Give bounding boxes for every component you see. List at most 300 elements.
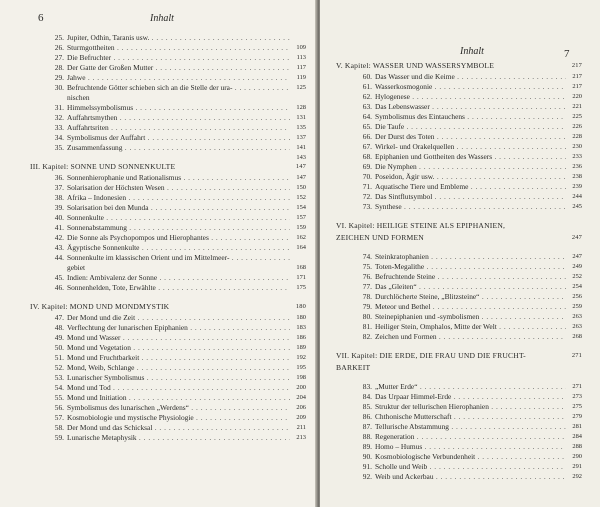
toc-entry — [30, 333, 306, 343]
entry-number: 68. — [362, 152, 372, 161]
entry-number: 75. — [362, 262, 372, 271]
entry-title: Mond und Vegetation . . . — [67, 343, 290, 353]
chapter-label: V. Kapitel: WASSER UND WASSERSYMBOLE — [336, 61, 495, 70]
toc-entry — [30, 413, 306, 423]
entry-page: 292 — [572, 473, 582, 480]
spacer-row — [30, 153, 306, 161]
toc-entry — [30, 233, 306, 243]
toc-entry — [336, 402, 582, 412]
entry-number: 56. — [54, 403, 64, 412]
toc-entry — [30, 53, 306, 63]
toc-entry — [336, 182, 582, 192]
entry-number: 36. — [54, 173, 64, 182]
entry-title: Mond und Wasser . . . — [67, 333, 290, 343]
entry-title: Verflechtung der lunarischen Epiphanien . . . — [67, 323, 290, 333]
entry-number: 74. — [362, 252, 372, 261]
entry-title: gebiet — [67, 263, 86, 272]
toc-entry — [30, 203, 306, 213]
entry-title: Der Gatte der Großen Mutter . . . — [67, 63, 290, 73]
entry-page: 226 — [572, 123, 582, 130]
entry-number: 27. — [54, 53, 64, 62]
entry-page: 211 — [296, 424, 306, 431]
entry-title: Das Urpaar Himmel-Erde . . . — [375, 392, 566, 402]
entry-title: Wasserkosmogonie . . . — [375, 82, 566, 92]
entry-page: 189 — [296, 344, 306, 351]
toc-entry — [336, 252, 582, 262]
entry-number: 47. — [54, 313, 64, 322]
entry-page: 150 — [296, 184, 306, 191]
toc-entry — [30, 73, 306, 83]
entry-number: 90. — [362, 452, 372, 461]
toc-entry — [336, 282, 582, 292]
toc-entry — [30, 193, 306, 203]
entry-page: 256 — [572, 293, 582, 300]
entry-title: Sonnenkulte . . . — [67, 213, 290, 223]
entry-number: 80. — [362, 312, 372, 321]
right-page — [320, 0, 600, 507]
entry-page: 183 — [296, 324, 306, 331]
spacer-row — [336, 342, 582, 350]
entry-page: 239 — [572, 183, 582, 190]
entry-title: Das Wasser und die Keime . . . — [375, 72, 566, 82]
entry-title: Synthese . . . — [375, 202, 566, 212]
chapter-label: BARKEIT — [336, 363, 371, 372]
toc-entry — [30, 283, 306, 293]
toc-entry — [336, 152, 582, 162]
entry-title: Mond und Initiation . . . — [67, 393, 290, 403]
entry-number: 84. — [362, 392, 372, 401]
toc-entry — [30, 343, 306, 353]
toc-entry — [30, 383, 306, 393]
entry-number: 38. — [54, 193, 64, 202]
entry-page: 186 — [296, 334, 306, 341]
entry-title: Himmelssymbolismus . . . — [67, 103, 290, 113]
entry-number: 89. — [362, 442, 372, 451]
entry-number: 66. — [362, 132, 372, 141]
toc-entry — [336, 422, 582, 432]
entry-page: 290 — [572, 453, 582, 460]
chapter-page: 147 — [295, 163, 306, 170]
entry-number: 52. — [54, 363, 64, 372]
toc-entry — [336, 132, 582, 142]
toc-entry — [336, 332, 582, 342]
entry-page: 263 — [572, 323, 582, 330]
entry-title: Sonnenabstammung . . . — [67, 223, 290, 233]
entry-title: Lunarischer Symbolismus . . . — [67, 373, 290, 383]
entry-title: Die Taufe . . . — [375, 122, 566, 132]
entry-number: 25. — [54, 33, 64, 42]
entry-page: 213 — [296, 434, 306, 441]
entry-title: Das Lebenswasser . . . — [375, 102, 566, 112]
entry-title: Befruchtende Götter schieben sich an die Stelle der ura- . . . — [67, 83, 290, 93]
toc-entry — [30, 403, 306, 413]
entry-page: 143 — [296, 154, 306, 161]
entry-number: 55. — [54, 393, 64, 402]
toc-entry — [336, 102, 582, 112]
entry-title: Mond, Weib, Schlange . . . — [67, 363, 290, 373]
entry-number: 77. — [362, 282, 372, 291]
entry-page: 154 — [296, 204, 306, 211]
entry-page: 117 — [296, 64, 306, 71]
entry-title: Wirkel- und Orakelquellen . . . — [375, 142, 566, 152]
entry-page: 147 — [296, 174, 306, 181]
toc-entry — [336, 172, 582, 182]
entry-title: Kosmobiologie und mystische Physiologie . . . — [67, 413, 290, 423]
chapter-label: IV. Kapitel: MOND UND MONDMYSTIK — [30, 302, 170, 311]
toc-entry — [30, 323, 306, 333]
entry-number: 72. — [362, 192, 372, 201]
entry-number: 70. — [362, 172, 372, 181]
entry-number: 54. — [54, 383, 64, 392]
entry-title: nischen — [67, 93, 90, 102]
toc-list — [336, 60, 582, 482]
entry-page: 230 — [572, 143, 582, 150]
entry-number: 45. — [54, 273, 64, 282]
toc-entry — [30, 123, 306, 133]
entry-page: 119 — [296, 74, 306, 81]
entry-title: Chthonische Mutterschaft . . . — [375, 412, 566, 422]
entry-title: Zeichen und Formen . . . — [375, 332, 566, 342]
entry-number: 63. — [362, 102, 372, 111]
entry-number: 91. — [362, 462, 372, 471]
toc-entry — [336, 442, 582, 452]
entry-title: Sonnenhierophanie und Rationalismus . . . — [67, 173, 290, 183]
chapter-heading — [336, 61, 582, 72]
entry-number: 60. — [362, 72, 372, 81]
entry-title: Zusammenfassung . . . — [67, 143, 290, 153]
entry-title: Epiphanien und Gottheiten des Wassers . . . — [375, 152, 566, 162]
entry-number: 78. — [362, 292, 372, 301]
page-number: 6 — [38, 12, 44, 24]
toc-entry — [30, 183, 306, 193]
entry-title: Hylogenese . . . — [375, 92, 566, 102]
chapter-heading — [336, 351, 582, 362]
entry-number: 50. — [54, 343, 64, 352]
entry-title: Die Sonne als Psychopompos und Hierophantes . . . — [67, 233, 290, 243]
spacer-row — [336, 374, 582, 382]
entry-page: 279 — [572, 413, 582, 420]
entry-title: Auffahrtsriten . . . — [67, 123, 290, 133]
running-title: Inhalt — [460, 46, 484, 57]
chapter-page: 247 — [571, 234, 582, 241]
toc-entry — [30, 423, 306, 433]
toc-entry — [30, 63, 306, 73]
entry-title: Die Befruchter . . . — [67, 53, 290, 63]
entry-page: 254 — [572, 283, 582, 290]
entry-page: 268 — [572, 333, 582, 340]
chapter-page: 217 — [571, 62, 582, 69]
entry-number: 29. — [54, 73, 64, 82]
entry-page: 259 — [572, 303, 582, 310]
entry-number: 65. — [362, 122, 372, 131]
entry-title: Sturmgottheiten . . . — [67, 43, 290, 53]
entry-page: 125 — [296, 84, 306, 91]
entry-page: 175 — [296, 284, 306, 291]
entry-title: Poseidon, Ägir usw. . . . — [375, 172, 566, 182]
entry-title: Symbolismus der Auffahrt . . . — [67, 133, 290, 143]
entry-page: 288 — [572, 443, 582, 450]
chapter-label: ZEICHEN UND FORMEN — [336, 233, 424, 242]
entry-title: Meteor und Bethel . . . — [375, 302, 566, 312]
entry-page: 109 — [296, 44, 306, 51]
entry-title: Jupiter, Odhin, Taranis usw. . . . — [67, 33, 290, 43]
entry-number: 88. — [362, 432, 372, 441]
entry-number: 32. — [54, 113, 64, 122]
page-number: 7 — [564, 48, 570, 60]
chapter-heading — [30, 162, 306, 173]
entry-title: Der Mond und das Schicksal . . . — [67, 423, 290, 433]
entry-page: 271 — [572, 383, 582, 390]
entry-title: Jahwe . . . — [67, 73, 290, 83]
entry-number: 46. — [54, 283, 64, 292]
entry-page: 159 — [296, 224, 306, 231]
entry-number: 49. — [54, 333, 64, 342]
spacer-row — [30, 293, 306, 301]
entry-number: 71. — [362, 182, 372, 191]
toc-entry — [336, 432, 582, 442]
entry-title: Lunarische Metaphysik . . . — [67, 433, 290, 443]
toc-entry — [30, 433, 306, 443]
entry-page: 204 — [296, 394, 306, 401]
toc-entry — [30, 33, 306, 43]
chapter-label: VI. Kapitel: HEILIGE STEINE ALS EPIPHANIEN, — [336, 221, 506, 230]
toc-entry — [336, 112, 582, 122]
entry-title: Homo – Humus . . . — [375, 442, 566, 452]
toc-entry — [336, 382, 582, 392]
entry-page: 180 — [296, 314, 306, 321]
entry-title: Auffahrtsmythen . . . — [67, 113, 290, 123]
entry-page: 273 — [572, 393, 582, 400]
entry-number: 79. — [362, 302, 372, 311]
entry-number: 35. — [54, 143, 64, 152]
entry-title: Symbolismus des lunarischen „Werdens“ . . . — [67, 403, 290, 413]
entry-number: 58. — [54, 423, 64, 432]
entry-title: Scholle und Weib . . . — [375, 462, 566, 472]
toc-entry — [336, 72, 582, 82]
entry-number: 42. — [54, 233, 64, 242]
entry-number: 34. — [54, 133, 64, 142]
toc-entry — [336, 82, 582, 92]
entry-page: 236 — [572, 163, 582, 170]
entry-page: 275 — [572, 403, 582, 410]
toc-entry — [30, 133, 306, 143]
entry-page: 281 — [572, 423, 582, 430]
entry-number: 28. — [54, 63, 64, 72]
entry-number: 41. — [54, 223, 64, 232]
entry-title: Steinkratophanien . . . — [375, 252, 566, 262]
entry-number: 51. — [54, 353, 64, 362]
entry-page: 162 — [296, 234, 306, 241]
entry-number: 48. — [54, 323, 64, 332]
entry-number: 85. — [362, 402, 372, 411]
entry-page: 247 — [572, 253, 582, 260]
entry-number: 31. — [54, 103, 64, 112]
entry-page: 228 — [572, 133, 582, 140]
toc-entry — [30, 373, 306, 383]
toc-entry — [336, 202, 582, 212]
toc-entry — [336, 412, 582, 422]
entry-number: 33. — [54, 123, 64, 132]
entry-page: 200 — [296, 384, 306, 391]
entry-number: 59. — [54, 433, 64, 442]
entry-number: 40. — [54, 213, 64, 222]
toc-entry — [336, 192, 582, 202]
toc-entry — [336, 92, 582, 102]
entry-title: Afrika – Indonesien . . . — [67, 193, 290, 203]
entry-title: Sonnenkulte im klassischen Orient und im Mittelmeer- . . . — [67, 253, 290, 263]
running-title: Inhalt — [150, 13, 174, 24]
entry-number: 43. — [54, 243, 64, 252]
entry-title: Aquatische Tiere und Embleme . . . — [375, 182, 566, 192]
chapter-label: VII. Kapitel: DIE ERDE, DIE FRAU UND DIE FRUCHT- — [336, 351, 526, 360]
entry-page: 233 — [572, 153, 582, 160]
entry-page: 157 — [296, 214, 306, 221]
entry-title: Tellurische Abstammung . . . — [375, 422, 566, 432]
toc-entry — [336, 452, 582, 462]
entry-number: 62. — [362, 92, 372, 101]
entry-page: 284 — [572, 433, 582, 440]
entry-title: Kosmobiologische Verbundenheit . . . — [375, 452, 566, 462]
entry-number: 61. — [362, 82, 372, 91]
entry-page: 152 — [296, 194, 306, 201]
entry-title: Durchlöcherte Steine, „Blitzsteine“ . . . — [375, 292, 566, 302]
entry-number: 39. — [54, 203, 64, 212]
toc-entry — [30, 263, 306, 273]
chapter-label: III. Kapitel: SONNE UND SONNENKULTE — [30, 162, 176, 171]
entry-page: 217 — [572, 73, 582, 80]
toc-entry — [30, 83, 306, 93]
entry-title: Sonnenhelden, Tote, Erwählte . . . — [67, 283, 290, 293]
toc-entry — [30, 43, 306, 53]
entry-number: 64. — [362, 112, 372, 121]
entry-page: 245 — [572, 203, 582, 210]
entry-page: 263 — [572, 313, 582, 320]
entry-title: Weib und Ackerbau . . . — [375, 472, 566, 482]
spacer-row — [336, 244, 582, 252]
entry-number: 69. — [362, 162, 372, 171]
toc-entry — [30, 253, 306, 263]
entry-number: 73. — [362, 202, 372, 211]
chapter-heading — [336, 363, 582, 374]
toc-entry — [30, 103, 306, 113]
entry-number: 44. — [54, 253, 64, 262]
entry-page: 171 — [296, 274, 306, 281]
entry-number: 86. — [362, 412, 372, 421]
entry-number: 82. — [362, 332, 372, 341]
entry-page: 131 — [296, 114, 306, 121]
entry-page: 291 — [572, 463, 582, 470]
entry-title: Symbolismus des Eintauchens . . . — [375, 112, 566, 122]
entry-title: Solarisation bei den Munda . . . — [67, 203, 290, 213]
toc-entry — [336, 302, 582, 312]
entry-title: Toten-Megalithe . . . — [375, 262, 566, 272]
entry-page: 249 — [572, 263, 582, 270]
chapter-heading — [30, 302, 306, 313]
entry-page: 198 — [296, 374, 306, 381]
entry-page: 209 — [296, 414, 306, 421]
toc-entry — [30, 353, 306, 363]
entry-page: 135 — [296, 124, 306, 131]
toc-entry — [30, 213, 306, 223]
chapter-heading — [336, 233, 582, 244]
entry-page: 252 — [572, 273, 582, 280]
toc-entry — [336, 162, 582, 172]
entry-page: 164 — [296, 244, 306, 251]
entry-number: 83. — [362, 382, 372, 391]
entry-number: 30. — [54, 83, 64, 92]
toc-entry — [336, 292, 582, 302]
entry-number: 37. — [54, 183, 64, 192]
toc-entry — [30, 243, 306, 253]
toc-entry — [336, 122, 582, 132]
entry-page: 221 — [572, 103, 582, 110]
entry-title: Der Mond und die Zeit . . . — [67, 313, 290, 323]
entry-page: 141 — [296, 144, 306, 151]
toc-entry — [30, 273, 306, 283]
entry-title: Die Nymphen . . . — [375, 162, 566, 172]
entry-number: 76. — [362, 272, 372, 281]
entry-number: 87. — [362, 422, 372, 431]
entry-title: Indien: Ambivalenz der Sonne . . . — [67, 273, 290, 283]
chapter-page: 180 — [295, 303, 306, 310]
toc-entry — [336, 262, 582, 272]
toc-entry — [336, 142, 582, 152]
entry-title: „Mutter Erde“ . . . — [375, 382, 566, 392]
toc-entry — [336, 462, 582, 472]
entry-title: Der Durst des Toten . . . — [375, 132, 566, 142]
entry-title: Das Sintflutsymbol . . . — [375, 192, 566, 202]
toc-entry — [336, 392, 582, 402]
entry-page: 113 — [296, 54, 306, 61]
entry-number: 57. — [54, 413, 64, 422]
spacer-row — [336, 212, 582, 220]
entry-page: 220 — [572, 93, 582, 100]
entry-page: 225 — [572, 113, 582, 120]
toc-entry — [30, 363, 306, 373]
toc-entry — [30, 393, 306, 403]
toc-entry — [336, 312, 582, 322]
entry-page: 217 — [572, 83, 582, 90]
entry-title: Mond und Fruchtbarkeit . . . — [67, 353, 290, 363]
entry-title: Heiliger Stein, Omphalos, Mitte der Welt . . . — [375, 322, 566, 332]
entry-title: Struktur der tellurischen Hierophanien . . . — [375, 402, 566, 412]
chapter-heading — [336, 221, 582, 232]
toc-entry — [30, 113, 306, 123]
entry-title: Ägyptische Sonnenkulte . . . — [67, 243, 290, 253]
entry-title: Solarisation der Höchsten Wesen . . . — [67, 183, 290, 193]
entry-page: 206 — [296, 404, 306, 411]
entry-title: Steinepiphanien und -symbolismen . . . — [375, 312, 566, 322]
entry-page: 244 — [572, 193, 582, 200]
entry-title: Regeneration . . . — [375, 432, 566, 442]
entry-page: 238 — [572, 173, 582, 180]
entry-title: Mond und Tod . . . — [67, 383, 290, 393]
entry-page: 195 — [296, 364, 306, 371]
toc-entry — [30, 173, 306, 183]
entry-number: 92. — [362, 472, 372, 481]
entry-page: 137 — [296, 134, 306, 141]
chapter-page: 271 — [571, 352, 582, 359]
entry-number: 81. — [362, 322, 372, 331]
toc-entry — [30, 143, 306, 153]
toc-entry — [336, 322, 582, 332]
toc-entry — [336, 472, 582, 482]
entry-page: 168 — [296, 264, 306, 271]
toc-entry — [30, 313, 306, 323]
toc-entry — [30, 93, 306, 103]
entry-page: 192 — [296, 354, 306, 361]
entry-title: Das „Gleiten“ . . . — [375, 282, 566, 292]
